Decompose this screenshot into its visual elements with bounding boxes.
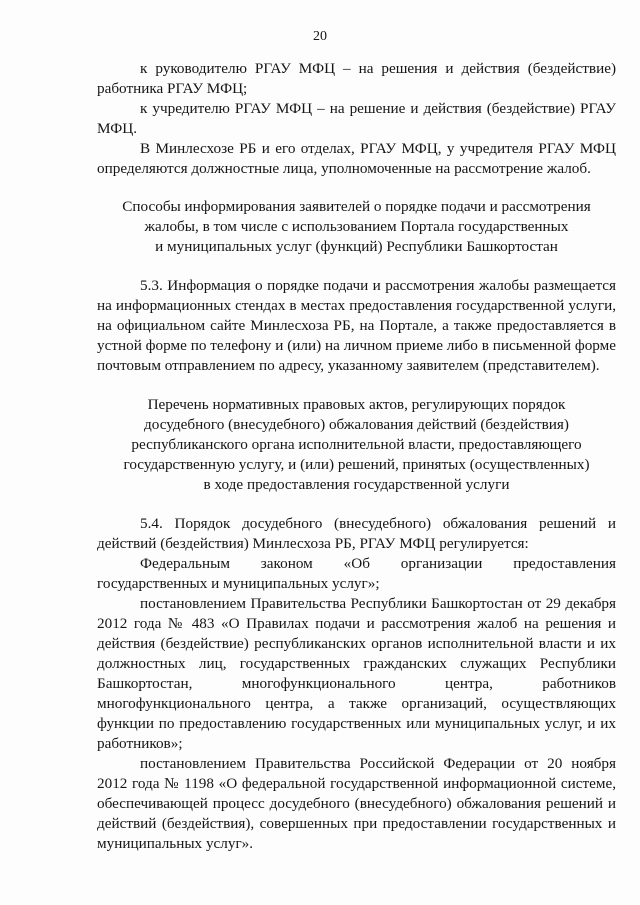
paragraph-federal-law: Федеральным законом «Об организации предоставления государственных и муниципальных услуг»; (97, 555, 616, 592)
paragraph-rf-resolution: постановлением Правительства Российской Федерации от 20 ноября 2012 года № 1198 «О федеральной государственной информационной системе, обеспечивающей процесс досудебного (внесудебного) обжалования решений и действий (бездействия), совершенных при предоставлении государственных и муниципальных услуг». (97, 755, 616, 852)
heading-line: Перечень нормативных правовых актов, регулирующих порядок (147, 396, 566, 413)
heading-line: досудебного (внесудебного) обжалования действий (бездействия) (144, 416, 569, 433)
heading-line: республиканского органа исполнительной власти, предоставляющего (131, 436, 582, 453)
document-body (97, 59, 616, 854)
heading-line: в ходе предоставления государственной услуги (203, 476, 510, 493)
section-heading-informing (97, 197, 616, 257)
heading-line: и муниципальных услуг (функций) Республики Башкортостан (155, 238, 558, 255)
paragraph-appeal-mfc-founder: к учредителю РГАУ МФЦ – на решение и действия (бездействие) РГАУ МФЦ. (97, 100, 616, 137)
page-number: 20 (313, 29, 327, 44)
heading-line: Способы информирования заявителей о порядке подачи и рассмотрения (122, 198, 591, 215)
paragraph-5-3: 5.3. Информация о порядке подачи и рассмотрения жалобы размещается на информационных стендах в местах предоставления государственной услуги, на официальном сайте Минлесхоза РБ, на Портале, а также предоставляется в устной форме по телефону и (или) на личном приеме либо в письменной форме почтовым отправлением по адресу, указанному заявителем (представителем). (97, 277, 616, 374)
paragraph-appeal-mfc-head: к руководителю РГАУ МФЦ – на решения и действия (бездействие) работника РГАУ МФЦ; (97, 60, 616, 97)
heading-line: государственную услугу, и (или) решений, принятых (осуществленных) (123, 456, 590, 473)
section-heading-legal-acts (97, 395, 616, 495)
paragraph-rb-resolution: постановлением Правительства Республики Башкортостан от 29 декабря 2012 года № 483 «О Правилах подачи и рассмотрения жалоб на решения и действия (бездействие) республиканских органов исполнительной власти и их должностных лиц, государственных гражданских служащих Республики Башкортостан, многофункционального центра, работников многофункционального центра, а также организаций, осуществляющих функции по предоставлению государственных или муниципальных услуг, и их работников»; (97, 595, 616, 752)
paragraph-5-4: 5.4. Порядок досудебного (внесудебного) обжалования решений и действий (бездействия) Минлесхоза РБ, РГАУ МФЦ регулируется: (97, 515, 616, 552)
paragraph-responsible-officials: В Минлесхозе РБ и его отделах, РГАУ МФЦ, у учредителя РГАУ МФЦ определяются должностные лица, уполномоченные на рассмотрение жалоб. (97, 140, 616, 177)
heading-line: жалобы, в том числе с использованием Портала государственных (144, 218, 569, 235)
